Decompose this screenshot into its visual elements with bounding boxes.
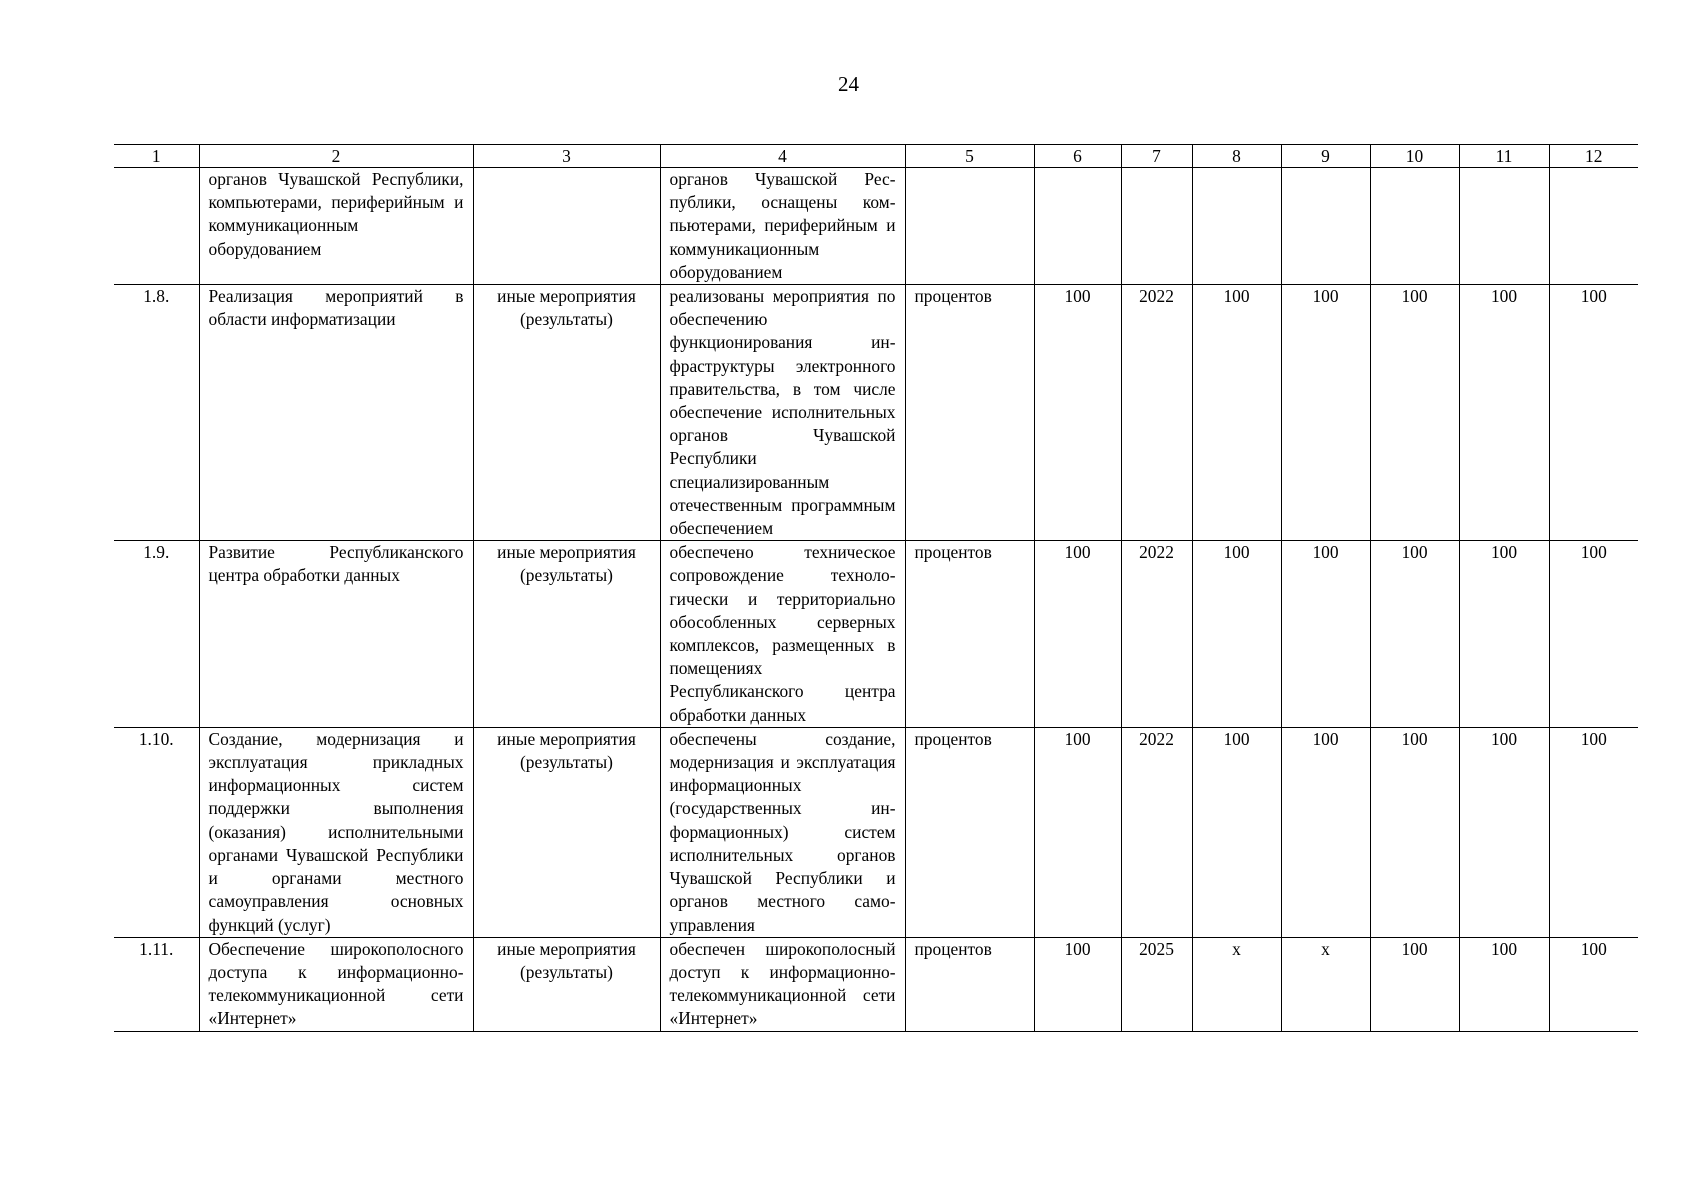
- value-col-12: 100: [1549, 541, 1638, 728]
- unit-of-measure: процентов: [905, 285, 1034, 541]
- value-col-11: 100: [1459, 285, 1549, 541]
- value-col-10: 100: [1370, 937, 1459, 1031]
- column-number: 2: [199, 145, 473, 168]
- measure-type: иные мероприятия (результаты): [473, 727, 660, 937]
- base-value: 100: [1034, 727, 1121, 937]
- value-col-11: 100: [1459, 727, 1549, 937]
- expected-result: обеспечено техническое сопровождение технологически и территориально обособленных серверных комплексов, размещенных в помещениях Республиканского центра обработки данных: [660, 541, 905, 728]
- measure-type: [473, 168, 660, 285]
- measure-name: Обеспечение широкополосного доступа к информационно-телекоммуникационной сети «Интернет»: [199, 937, 473, 1031]
- indicators-table: [114, 144, 1638, 1032]
- expected-result: органов Чувашской Республики, оснащены компьютерами, периферийным и коммуникационным оборудованием: [660, 168, 905, 285]
- column-number: 9: [1281, 145, 1370, 168]
- table-row: [114, 168, 1638, 285]
- item-number: 1.8.: [114, 285, 199, 541]
- table-row: [114, 285, 1638, 541]
- unit-of-measure: [905, 168, 1034, 285]
- column-number: 6: [1034, 145, 1121, 168]
- measure-name: Создание, модернизация и эксплуатация прикладных информационных систем поддержки выполнения (оказания) исполнительными органами Чувашской Республики и органами местного самоуправления основных функций (услуг): [199, 727, 473, 937]
- column-number-header: [114, 145, 1638, 168]
- value-col-9: [1281, 168, 1370, 285]
- table-row: [114, 937, 1638, 1031]
- value-col-12: 100: [1549, 285, 1638, 541]
- value-col-8: [1192, 168, 1281, 285]
- column-number: 4: [660, 145, 905, 168]
- base-value: 100: [1034, 285, 1121, 541]
- value-col-12: 100: [1549, 937, 1638, 1031]
- value-col-9: 100: [1281, 285, 1370, 541]
- base-year: 2022: [1121, 285, 1192, 541]
- value-col-12: 100: [1549, 727, 1638, 937]
- base-year: 2022: [1121, 541, 1192, 728]
- value-col-11: 100: [1459, 937, 1549, 1031]
- column-number: 12: [1549, 145, 1638, 168]
- value-col-10: [1370, 168, 1459, 285]
- value-col-10: 100: [1370, 541, 1459, 728]
- column-number: 11: [1459, 145, 1549, 168]
- measure-type: иные мероприятия (результаты): [473, 541, 660, 728]
- value-col-9: 100: [1281, 727, 1370, 937]
- table-row: [114, 727, 1638, 937]
- expected-result: реализованы мероприятия по обеспечению функционирования инфраструктуры электронного правительства, в том числе обеспечение исполнительных органов Чувашской Республики специализированным отечественным программным обеспечением: [660, 285, 905, 541]
- unit-of-measure: процентов: [905, 937, 1034, 1031]
- base-value: 100: [1034, 937, 1121, 1031]
- column-number: 3: [473, 145, 660, 168]
- column-number: 5: [905, 145, 1034, 168]
- expected-result: обеспечен широкополосный доступ к информационно-телекоммуникационной сети «Интернет»: [660, 937, 905, 1031]
- measure-name: органов Чувашской Республики, компьютерами, периферийным и коммуникационным оборудованием: [199, 168, 473, 285]
- item-number: 1.11.: [114, 937, 199, 1031]
- item-number: [114, 168, 199, 285]
- measure-name: Развитие Республиканского центра обработки данных: [199, 541, 473, 728]
- expected-result: обеспечены создание, модернизация и эксплуатация информационных (государственных информационных) систем исполнительных органов Чувашской Республики и органов местного самоуправления: [660, 727, 905, 937]
- measure-type: иные мероприятия (результаты): [473, 937, 660, 1031]
- value-col-9: 100: [1281, 541, 1370, 728]
- value-col-11: 100: [1459, 541, 1549, 728]
- value-col-8: 100: [1192, 727, 1281, 937]
- value-col-8: 100: [1192, 541, 1281, 728]
- page-number: 24: [838, 72, 859, 96]
- base-value: 100: [1034, 541, 1121, 728]
- column-number: 8: [1192, 145, 1281, 168]
- value-col-12: [1549, 168, 1638, 285]
- base-year: 2025: [1121, 937, 1192, 1031]
- base-year: [1121, 168, 1192, 285]
- value-col-8: 100: [1192, 285, 1281, 541]
- unit-of-measure: процентов: [905, 541, 1034, 728]
- column-number: 1: [114, 145, 199, 168]
- item-number: 1.10.: [114, 727, 199, 937]
- value-col-10: 100: [1370, 727, 1459, 937]
- table-row: [114, 541, 1638, 728]
- base-year: 2022: [1121, 727, 1192, 937]
- column-number: 10: [1370, 145, 1459, 168]
- base-value: [1034, 168, 1121, 285]
- unit-of-measure: процентов: [905, 727, 1034, 937]
- value-col-11: [1459, 168, 1549, 285]
- value-col-9: х: [1281, 937, 1370, 1031]
- column-number: 7: [1121, 145, 1192, 168]
- measure-name: Реализация мероприятий в области информатизации: [199, 285, 473, 541]
- value-col-10: 100: [1370, 285, 1459, 541]
- value-col-8: х: [1192, 937, 1281, 1031]
- item-number: 1.9.: [114, 541, 199, 728]
- measure-type: иные мероприятия (результаты): [473, 285, 660, 541]
